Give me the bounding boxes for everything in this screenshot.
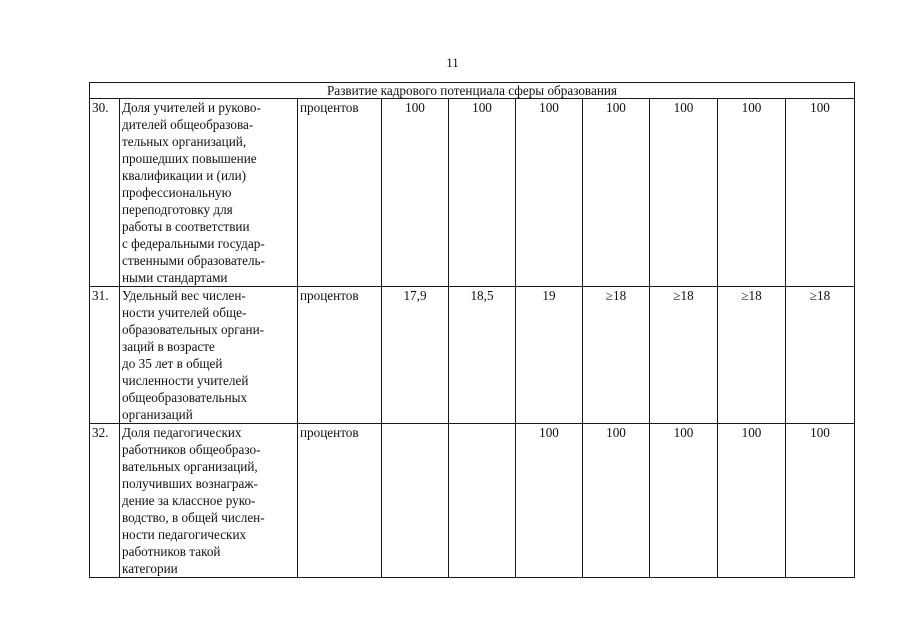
value-cell [382,424,449,578]
indicators-table [89,82,855,578]
description-line: организаций [122,407,193,422]
section-title: Развитие кадрового потенциала сферы образования [90,83,855,99]
unit-cell: процентов [298,287,382,424]
indicator-description [120,424,298,578]
description-line: до 35 лет в общей [122,356,223,371]
value-cell: 100 [786,424,855,578]
description-line: общеобразовательных [122,390,248,405]
description-line: квалификации и (или) [122,168,247,183]
description-line: с федеральными государ- [122,236,265,251]
value-cell: ≥18 [786,287,855,424]
value-cell: 100 [449,99,516,287]
value-cell: 100 [382,99,449,287]
value-cell: 100 [650,424,718,578]
description-line: прошедших повышение [122,151,257,166]
description-line: ными стандартами [122,270,228,285]
table-row [90,99,855,287]
description-line: ности педагогических [122,527,247,542]
value-cell: 18,5 [449,287,516,424]
description-line: работников такой [122,544,221,559]
value-cell: 100 [583,99,650,287]
description-line: получивших вознаграж- [122,476,258,491]
description-line: Удельный вес числен- [122,288,246,303]
description-line: работы в соответствии [122,219,250,234]
unit-cell: процентов [298,424,382,578]
indicator-description [120,287,298,424]
description-line: численности учителей [122,373,249,388]
row-number: 32. [90,424,120,578]
value-cell: 100 [516,424,583,578]
value-cell: 100 [583,424,650,578]
value-cell: 100 [650,99,718,287]
description-line: дение за классное руко- [122,493,256,508]
description-line: вательных организаций, [122,459,258,474]
value-cell: 100 [786,99,855,287]
value-cell: 100 [718,99,786,287]
value-cell: 100 [516,99,583,287]
table-row [90,287,855,424]
description-line: Доля педагогических [122,425,242,440]
description-line: профессиональную [122,185,232,200]
description-line: тельных организаций, [122,134,247,149]
description-line: ственными образователь- [122,253,265,268]
description-line: работников общеобразо- [122,442,261,457]
indicator-description [120,99,298,287]
description-line: дителей общеобразова- [122,117,254,132]
value-cell [449,424,516,578]
unit-cell: процентов [298,99,382,287]
row-number: 31. [90,287,120,424]
table-row [90,424,855,578]
description-line: водство, в общей числен- [122,510,265,525]
section-header-row [90,83,855,99]
description-line: ности учителей обще- [122,305,247,320]
description-line: образовательных органи- [122,322,265,337]
page-number: 11 [446,55,459,70]
description-line: категории [122,561,178,576]
value-cell: 19 [516,287,583,424]
row-number: 30. [90,99,120,287]
description-line: переподготовку для [122,202,233,217]
value-cell: ≥18 [650,287,718,424]
value-cell: ≥18 [718,287,786,424]
value-cell: 100 [718,424,786,578]
description-line: Доля учителей и руково- [122,100,261,115]
value-cell: 17,9 [382,287,449,424]
value-cell: ≥18 [583,287,650,424]
description-line: заций в возрасте [122,339,215,354]
